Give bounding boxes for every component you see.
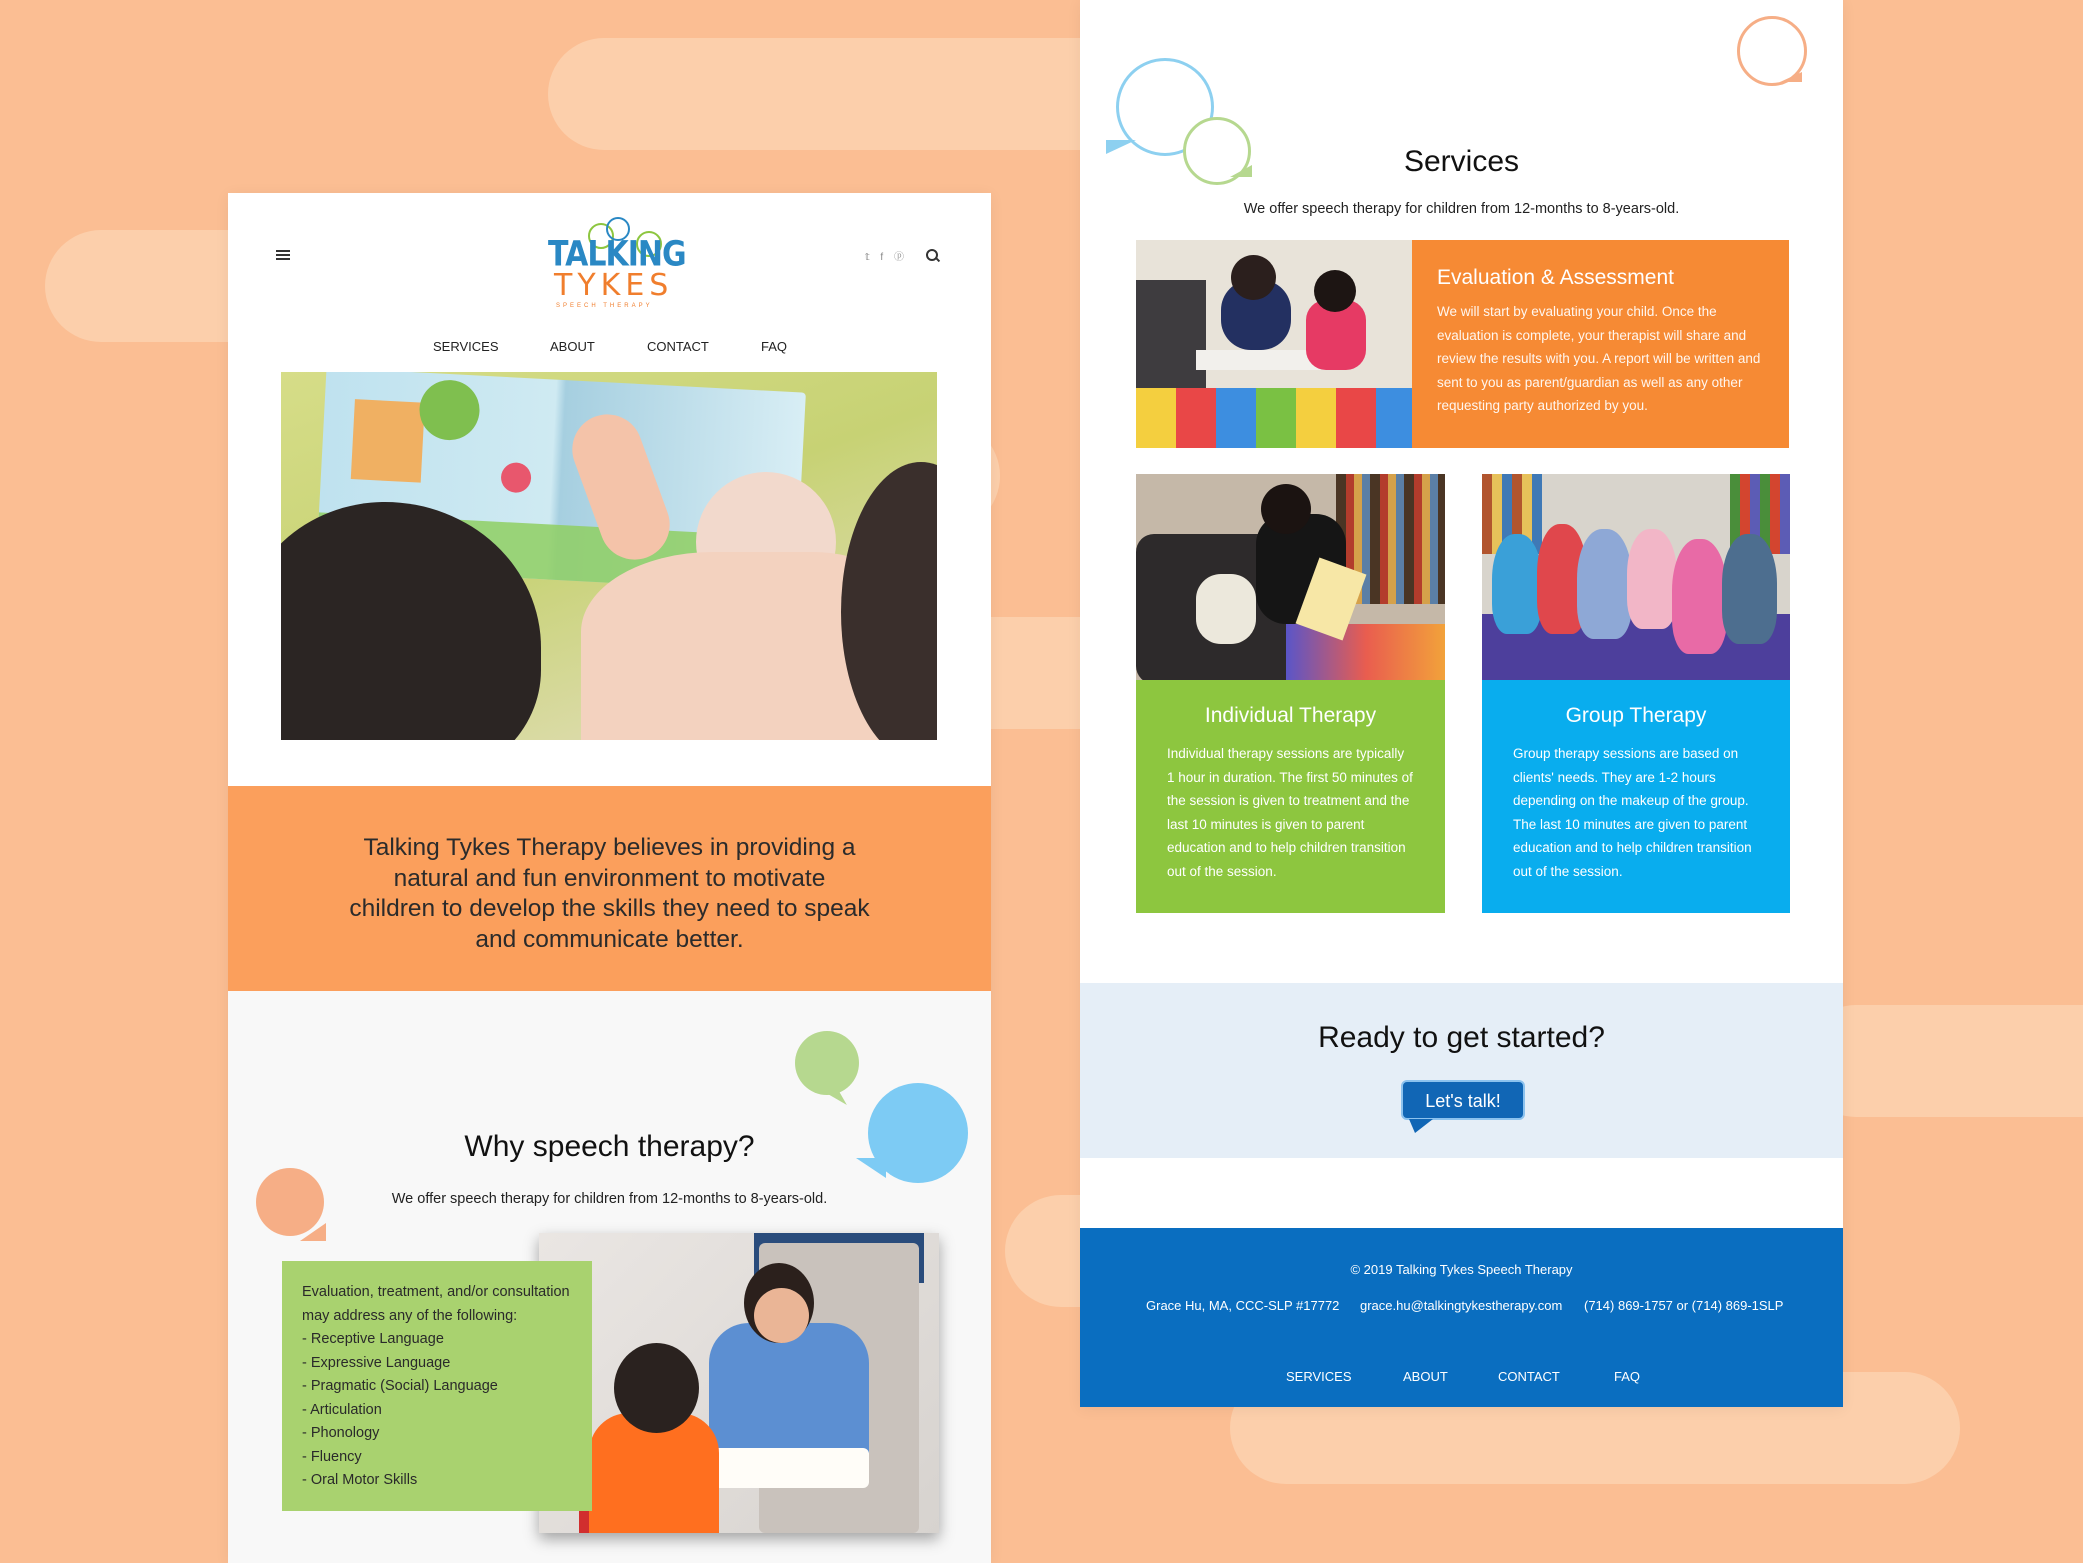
list-item: - Expressive Language [302,1352,572,1376]
group-therapy-card [1482,680,1790,913]
services-subtitle: We offer speech therapy for children from 12-months to 8-years-old. [1243,201,1680,217]
footer [1080,1228,1843,1407]
footer-name: Grace Hu, MA, CCC-SLP #17772 [1146,1298,1340,1313]
logo-line1: TALKING [548,234,686,275]
individual-therapy-card [1136,680,1445,913]
footer-nav-services[interactable]: SERVICES [1286,1369,1352,1384]
homepage-mockup [228,193,991,1563]
evaluation-title: Evaluation & Assessment [1437,266,1674,289]
individual-therapy-title: Individual Therapy [1204,704,1377,727]
evaluation-image [1136,240,1412,448]
footer-copyright: © 2019 Talking Tykes Speech Therapy [1350,1262,1573,1277]
green-speech-bubble-icon [795,1031,859,1095]
cta-title: Ready to get started? [1318,1021,1605,1054]
services-page-mockup [1080,0,1843,1407]
group-therapy-body: Group therapy sessions are based on clients' needs. They are 1-2 hours depending on the makeup of the group. The last 10 minutes are given to parent education and to help children transition out of the session. [1513,746,1752,879]
why-title: Why speech therapy? [464,1130,755,1163]
lets-talk-button[interactable]: Let's talk! [1401,1080,1525,1120]
footer-nav-about[interactable]: ABOUT [1403,1369,1448,1384]
list-item: - Oral Motor Skills [302,1469,572,1493]
logo-tagline: SPEECH THERAPY [556,303,653,309]
footer-nav-contact[interactable]: CONTACT [1498,1369,1560,1384]
social-icons[interactable]: 𝕥 f ⓟ [865,252,908,263]
nav-faq[interactable]: FAQ [761,339,788,354]
footer-nav-faq[interactable]: FAQ [1614,1369,1641,1384]
list-item: - Articulation [302,1399,572,1423]
therapy-areas-intro: Evaluation, treatment, and/or consultation may address any of the following: [302,1284,570,1324]
hamburger-menu-icon[interactable] [276,250,290,260]
therapy-areas-list [302,1328,572,1493]
nav-services[interactable]: SERVICES [433,339,499,354]
bubble-tail [1780,72,1802,82]
footer-email-link[interactable]: grace.hu@talkingtykestherapy.com [1360,1298,1563,1313]
footer-phone[interactable]: (714) 869-1757 or (714) 869-1SLP [1584,1298,1784,1313]
search-icon[interactable] [926,249,938,261]
individual-therapy-image [1136,474,1445,680]
individual-therapy-body: Individual therapy sessions are typically 1 hour in duration. The first 50 minutes of the session is given to treatment and the last 10 minutes is given to parent education and to help children transition out of the session. [1167,746,1413,879]
evaluation-card [1412,240,1789,448]
group-therapy-image [1482,474,1790,680]
why-subtitle: We offer speech therapy for children from 12-months to 8-years-old. [391,1191,828,1207]
evaluation-body: We will start by evaluating your child. Once the evaluation is complete, your therapist will share and review the results with you. A report will be written and sent to you as parent/guardian as well as any other requesting party authorized by you. [1437,304,1761,413]
therapy-areas-box [282,1261,592,1511]
logo-line2: TYKES [554,268,674,303]
group-therapy-title: Group Therapy [1565,704,1707,727]
button-tail [1409,1119,1433,1133]
list-item: - Pragmatic (Social) Language [302,1375,572,1399]
services-title: Services [1403,145,1520,178]
list-item: - Phonology [302,1422,572,1446]
nav-about[interactable]: ABOUT [550,339,595,354]
list-item: - Receptive Language [302,1328,572,1352]
list-item: - Fluency [302,1446,572,1470]
therapy-session-image [539,1233,939,1533]
cta-band [1080,983,1843,1158]
talking-tykes-logo[interactable] [548,223,686,309]
nav-contact[interactable]: CONTACT [647,339,709,354]
hero-image-reading [281,372,937,740]
mission-statement: Talking Tykes Therapy believes in providing a natural and fun environment to motivate children to develop the skills they need to speak and communicate better. [349,834,870,953]
bubble-tail [300,1223,326,1241]
